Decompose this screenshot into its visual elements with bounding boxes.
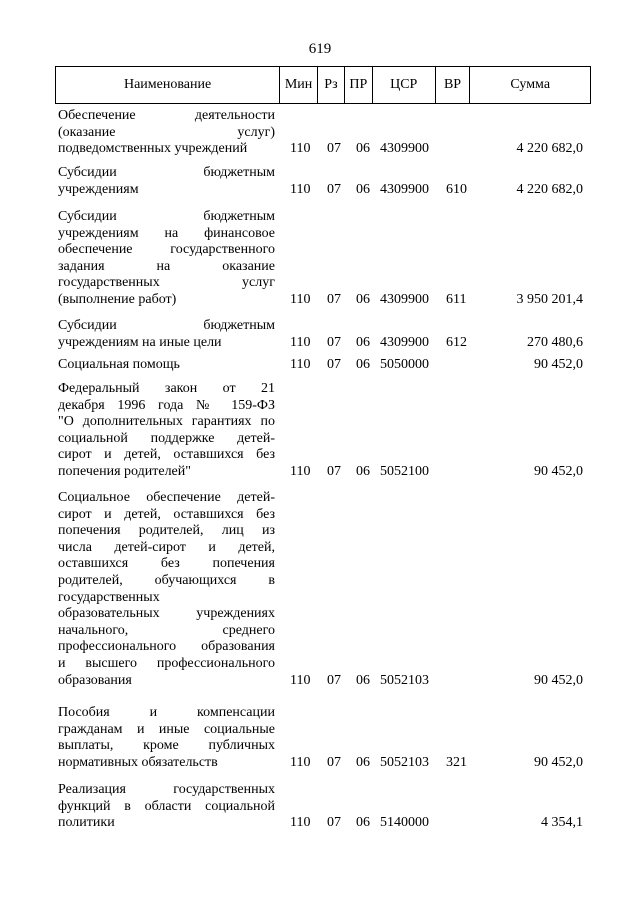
row-sum: 90 452,0 <box>534 357 583 372</box>
row-sum: 90 452,0 <box>534 754 583 770</box>
row-vr: 611 <box>446 292 467 307</box>
row-csr: 4309900 <box>380 181 429 197</box>
row-vr: 612 <box>446 334 467 350</box>
row-min: 110 <box>290 357 311 372</box>
row-name-line: Субсидии бюджетным <box>58 165 275 180</box>
header-rz: Рз <box>318 67 345 103</box>
row-min: 110 <box>290 672 311 688</box>
header-sum: Сумма <box>510 77 551 92</box>
row-name-line: декабря 1996 года № 159-ФЗ <box>58 397 275 413</box>
row-min: 110 <box>290 464 311 479</box>
row-name-line: и высшего профессионального <box>58 655 275 671</box>
row-name-line: начального, среднего <box>58 622 275 638</box>
row-pr: 06 <box>356 141 370 157</box>
row-pr: 06 <box>356 292 370 307</box>
row-name-line: попечения родителей, лиц из <box>58 523 275 539</box>
row-name-line: сирот и детей, оставшихся без <box>58 506 275 522</box>
row-name-line: попечения родителей" <box>58 463 191 479</box>
row-name <box>58 357 275 374</box>
row-name-line: сирот и детей, оставшихся без <box>58 447 275 463</box>
row-name-line: государственных <box>58 589 160 605</box>
row-sum: 4 220 682,0 <box>516 141 583 157</box>
row-name <box>58 209 275 309</box>
page-number: 619 <box>308 41 332 57</box>
header-name: Наименование <box>56 67 280 103</box>
row-vr: 321 <box>446 754 467 770</box>
row-rz: 07 <box>327 815 341 831</box>
row-csr: 4309900 <box>380 334 429 350</box>
row-rz: 07 <box>327 754 341 770</box>
row-name-line: обеспечение государственного <box>58 242 275 258</box>
header-pr: ПР <box>345 67 373 103</box>
row-csr: 5052103 <box>380 672 429 688</box>
row-pr: 06 <box>356 815 370 831</box>
row-min: 110 <box>290 292 311 307</box>
row-name-line: Субсидии бюджетным <box>58 209 275 224</box>
row-min: 110 <box>290 334 311 350</box>
header-csr: ЦСР <box>373 67 436 103</box>
row-name <box>58 705 275 771</box>
row-name-line: функций в области социальной <box>58 798 275 814</box>
row-name-line: Реализация государственных <box>58 782 275 797</box>
row-min: 110 <box>290 181 311 197</box>
row-rz: 07 <box>327 141 341 157</box>
row-sum: 90 452,0 <box>534 672 583 688</box>
row-rz: 07 <box>327 357 341 372</box>
row-name-line: нормативных обязательств <box>58 754 218 770</box>
row-name-line: родителей, обучающихся в <box>58 572 275 588</box>
header-vr: ВР <box>436 67 471 103</box>
row-rz: 07 <box>327 292 341 307</box>
row-csr: 4309900 <box>380 292 429 307</box>
row-name-line: Социальная помощь <box>58 357 180 372</box>
row-sum: 4 354,1 <box>541 815 583 831</box>
row-name <box>58 318 275 351</box>
row-rz: 07 <box>327 181 341 197</box>
row-name-line: "О дополнительных гарантиях по <box>58 414 275 430</box>
row-rz: 07 <box>327 334 341 350</box>
row-name-line: Социальное обеспечение детей- <box>58 490 275 505</box>
row-pr: 06 <box>356 672 370 688</box>
row-pr: 06 <box>356 357 370 372</box>
row-name-line: Обеспечение деятельности <box>58 108 275 123</box>
table-header <box>55 66 591 104</box>
row-name-line: Федеральный закон от 21 <box>58 381 275 396</box>
row-name-line: государственных услуг <box>58 275 275 291</box>
row-name <box>58 108 275 158</box>
row-sum: 4 220 682,0 <box>516 181 583 197</box>
row-vr: 610 <box>446 181 467 197</box>
row-name-line: оставшихся без попечения <box>58 556 275 572</box>
row-min: 110 <box>290 754 311 770</box>
row-name <box>58 782 275 832</box>
row-name-line: гражданам и иные социальные <box>58 721 275 737</box>
row-pr: 06 <box>356 464 370 479</box>
row-name-line: Пособия и компенсации <box>58 705 275 720</box>
row-name-line: выплаты, кроме публичных <box>58 738 275 754</box>
row-rz: 07 <box>327 464 341 479</box>
row-name-line: числа детей-сирот и детей, <box>58 539 275 555</box>
row-sum: 3 950 201,4 <box>516 292 583 307</box>
row-csr: 5050000 <box>380 357 429 372</box>
row-name-line: политики <box>58 815 115 831</box>
row-name-line: учреждениям на финансовое <box>58 225 275 241</box>
row-name-line: образования <box>58 672 132 688</box>
row-pr: 06 <box>356 754 370 770</box>
row-name-line: задания на оказание <box>58 258 275 274</box>
row-csr: 4309900 <box>380 141 429 157</box>
header-min: Мин <box>280 67 318 103</box>
row-min: 110 <box>290 141 311 157</box>
row-name <box>58 381 275 481</box>
row-rz: 07 <box>327 672 341 688</box>
row-name <box>58 165 275 198</box>
row-name-line: социальной поддержке детей- <box>58 430 275 446</box>
row-csr: 5052103 <box>380 754 429 770</box>
row-pr: 06 <box>356 334 370 350</box>
row-name-line: подведомственных учреждений <box>58 141 248 157</box>
row-name-line: (выполнение работ) <box>58 291 177 307</box>
row-name-line: образовательных учреждениях <box>58 606 275 622</box>
row-csr: 5052100 <box>380 464 429 479</box>
row-name-line: профессионального образования <box>58 639 275 655</box>
row-name-line: (оказание услуг) <box>58 124 275 140</box>
row-name <box>58 490 275 689</box>
row-csr: 5140000 <box>380 815 429 831</box>
row-name-line: учреждениям <box>58 181 139 197</box>
row-name-line: Субсидии бюджетным <box>58 318 275 333</box>
row-sum: 270 480,6 <box>527 334 583 350</box>
row-pr: 06 <box>356 181 370 197</box>
row-min: 110 <box>290 815 311 831</box>
row-name-line: учреждениям на иные цели <box>58 334 222 350</box>
row-sum: 90 452,0 <box>534 464 583 479</box>
